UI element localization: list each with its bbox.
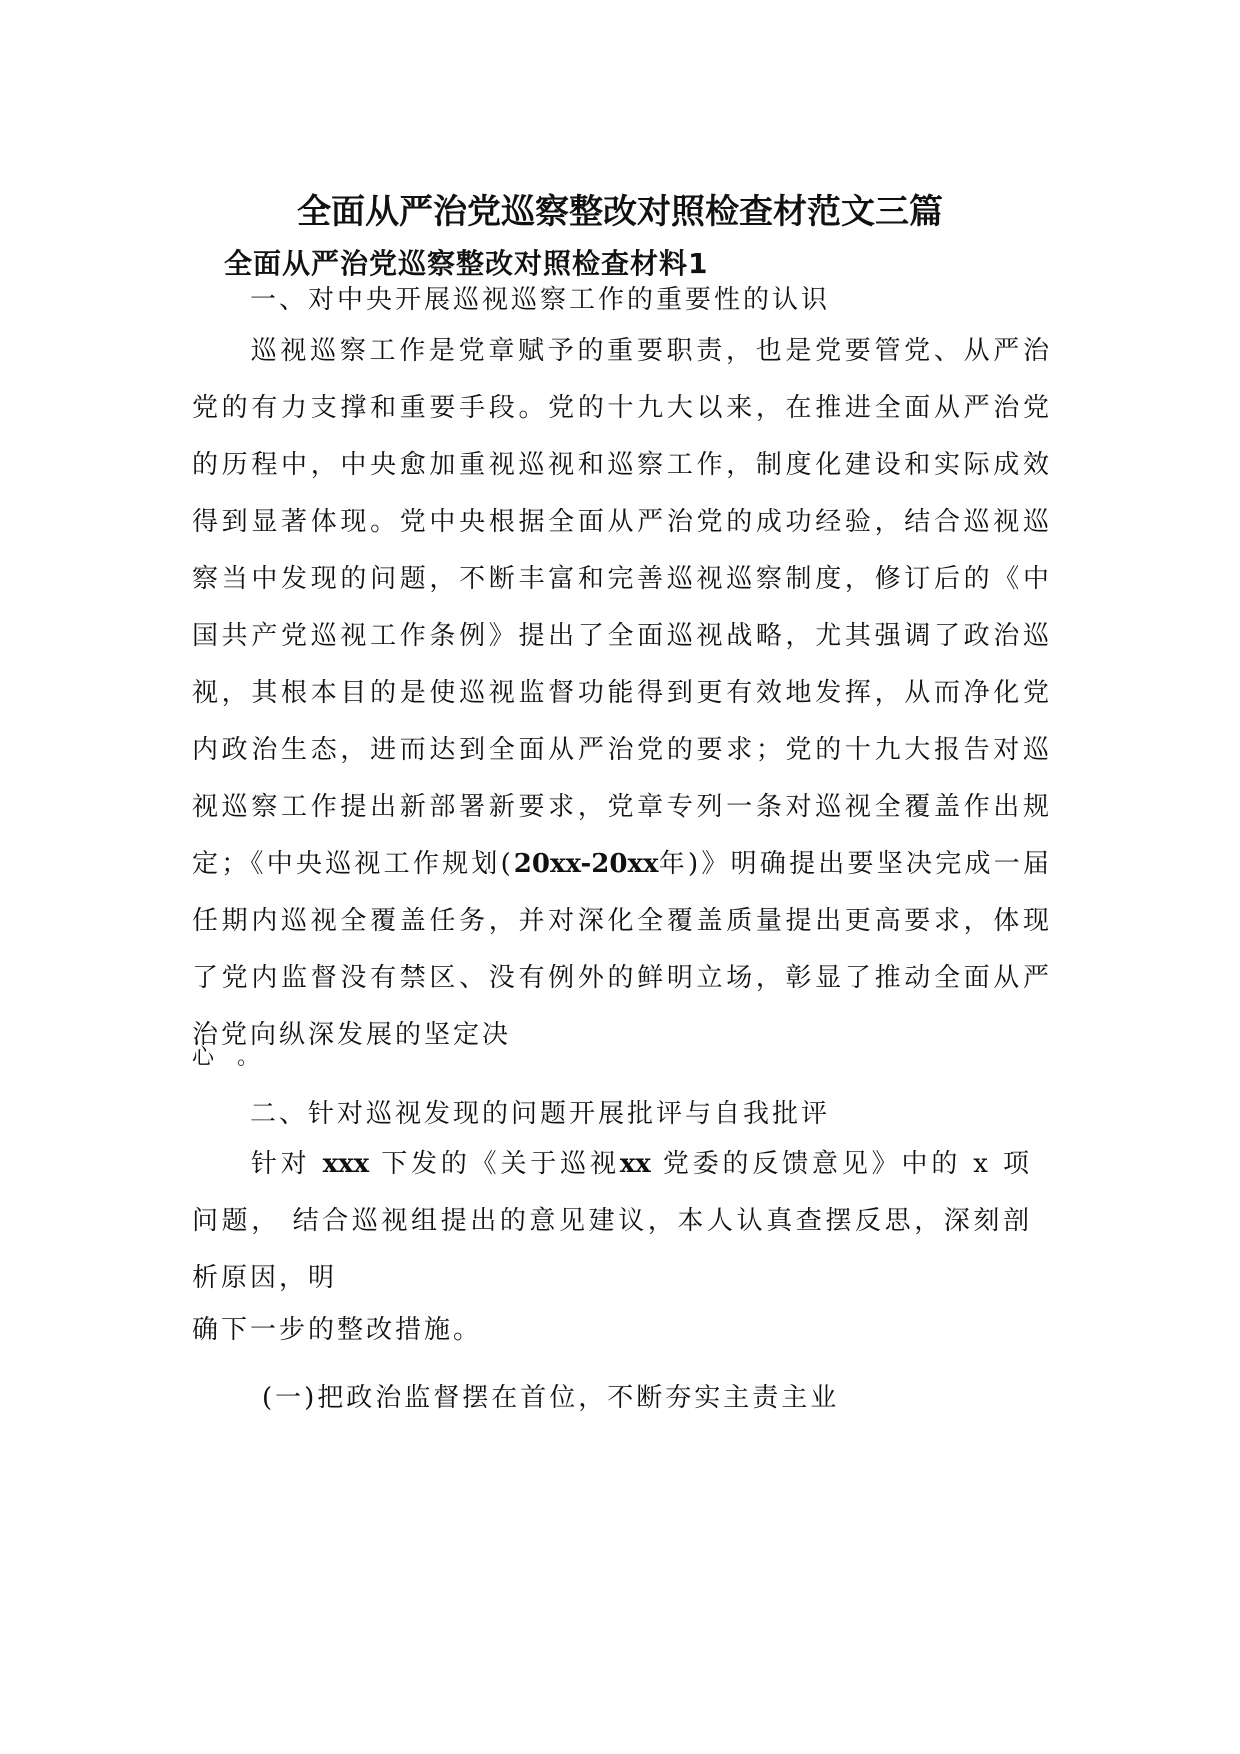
section-2-party-committee: xx (619, 1149, 651, 1179)
section-2-paragraph (192, 1136, 1032, 1307)
section-1-heading: 一、对中央开展巡视巡察工作的重要性的认识 (250, 285, 831, 315)
document-subtitle: 全面从严治党巡察整改对照检查材料1 (224, 247, 709, 280)
section-1-body (192, 323, 1052, 1064)
section-1-body-years: 20xx-20xx (513, 849, 659, 879)
section-1-body-text-c: 年)》明确提出要坚决完成一届任期内巡视全覆盖任务，并对深化全覆盖质量提出更高要求，体现了党内监督没有禁区、没有例外的鲜明立场，彰显了推动全面从严治党向纵深发展的坚定决 (192, 849, 1052, 1050)
section-2-heading: 二、针对巡视发现的问题开展批评与自我批评 (250, 1099, 831, 1129)
document-title: 全面从严治党巡察整改对照检查材范文三篇 (297, 192, 943, 232)
section-2-text-e: 党委的反馈意见》中的 x 项问题， 结合巡视组提出的意见建议，本人认真查摆反思，深刻剖析原因，明 (192, 1149, 1032, 1293)
subsection-1-heading: (一)把政治监督摆在首位，不断夯实主责主业 (262, 1383, 840, 1413)
section-2-paragraph-tail: 确下一步的整改措施。 (192, 1315, 483, 1345)
section-2-text-c: 下发的《关于巡视 (381, 1149, 620, 1179)
section-2-org: xxx (322, 1149, 370, 1179)
section-1-body-text-a: 巡视巡察工作是党章赋予的重要职责，也是党要管党、从严治党的有力支撑和重要手段。党的十九大以来，在推进全面从严治党的历程中，中央愈加重视巡视和巡察工作，制度化建设和实际成效得到显著体现。党中央根据全面从严治党的成功经验，结合巡视巡察当中发现的问题，不断丰富和完善巡视巡察制度，修订后的《中国共产党巡视工作条例》提出了全面巡视战略，尤其强调了政治巡视，其根本目的是使巡视监督功能得到更有效地发挥，从而净化党内政治生态，进而达到全面从严治党的要求；党的十九大报告对巡视巡察工作提出新部署新要求，党章专列一条对巡视全覆盖作出规定；《中央巡视工作规划( (192, 336, 1052, 879)
section-2-text-a: 针对 (250, 1149, 311, 1179)
section-1-body-end: 心 。 (192, 1045, 267, 1070)
